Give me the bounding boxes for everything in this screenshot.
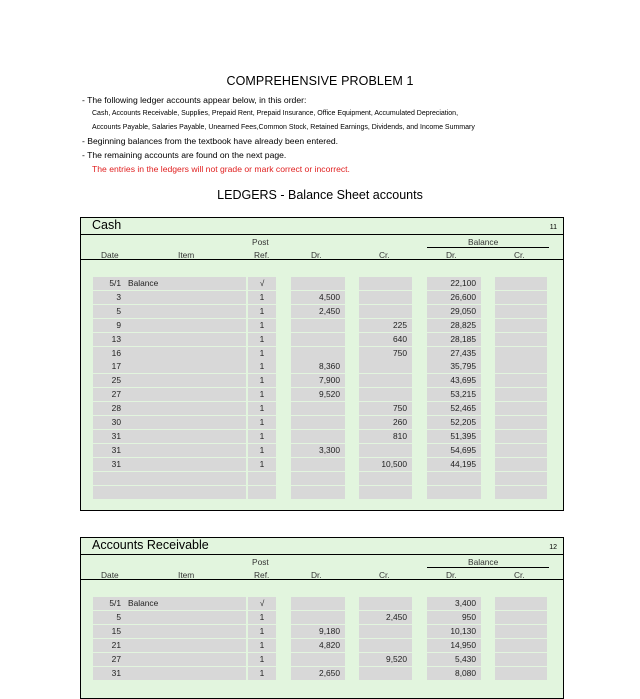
balance-credit-cell[interactable]	[495, 625, 547, 638]
balance-debit-cell[interactable]: 3,400	[427, 597, 481, 610]
credit-cell[interactable]	[359, 597, 412, 610]
ledger-header	[81, 218, 563, 235]
item-cell[interactable]	[126, 305, 246, 318]
balance-debit-cell[interactable]: 52,465	[427, 402, 481, 415]
debit-cell[interactable]	[291, 486, 345, 499]
date-cell[interactable]: 13	[93, 333, 126, 346]
debit-cell[interactable]: 8,360	[291, 360, 345, 373]
debit-cell[interactable]: 4,500	[291, 291, 345, 304]
account-name: Accounts Receivable	[92, 538, 209, 552]
ledger-header	[81, 538, 563, 555]
balance-debit-cell[interactable]: 28,185	[427, 333, 481, 346]
balance-debit-cell[interactable]: 52,205	[427, 416, 481, 429]
item-cell[interactable]	[126, 360, 246, 373]
credit-cell[interactable]	[359, 472, 412, 485]
date-header: Date	[101, 570, 119, 580]
credit-cell[interactable]	[359, 277, 412, 290]
balance-credit-cell[interactable]	[495, 444, 547, 457]
balance-credit-cell[interactable]	[495, 458, 547, 471]
credit-cell[interactable]	[359, 667, 412, 680]
date-cell[interactable]: 31	[93, 430, 126, 443]
balance-debit-cell[interactable]: 28,825	[427, 319, 481, 332]
balance-credit-cell[interactable]	[495, 472, 547, 485]
credit-cell[interactable]	[359, 305, 412, 318]
balance-debit-cell[interactable]: 14,950	[427, 639, 481, 652]
item-cell[interactable]	[126, 291, 246, 304]
cash-ledger	[80, 217, 564, 511]
date-cell[interactable]: 15	[93, 625, 126, 638]
page-title: COMPREHENSIVE PROBLEM 1	[226, 74, 414, 88]
item-cell[interactable]	[126, 458, 246, 471]
post-ref-cell[interactable]: √	[248, 277, 276, 290]
date-cell[interactable]: 31	[93, 444, 126, 457]
balance-debit-cell[interactable]: 51,395	[427, 430, 481, 443]
balance-credit-cell[interactable]	[495, 388, 547, 401]
credit-cell[interactable]	[359, 639, 412, 652]
balance-credit-cell[interactable]	[495, 639, 547, 652]
date-cell[interactable]: 27	[93, 653, 126, 666]
post-ref-cell[interactable]: 1	[248, 402, 276, 415]
date-cell[interactable]: 16	[93, 347, 126, 360]
balance-dr-header: Dr.	[446, 250, 457, 260]
balance-debit-cell[interactable]: 44,195	[427, 458, 481, 471]
debit-cell[interactable]: 9,180	[291, 625, 345, 638]
debit-cell[interactable]	[291, 653, 345, 666]
dr-header: Dr.	[311, 570, 322, 580]
date-cell[interactable]: 25	[93, 374, 126, 387]
item-cell[interactable]	[126, 444, 246, 457]
post-ref-cell[interactable]: 1	[248, 416, 276, 429]
debit-cell[interactable]	[291, 416, 345, 429]
credit-cell[interactable]: 810	[359, 430, 412, 443]
item-cell[interactable]	[126, 416, 246, 429]
post-ref-cell[interactable]: 1	[248, 333, 276, 346]
debit-cell[interactable]: 2,450	[291, 305, 345, 318]
date-cell[interactable]: 17	[93, 360, 126, 373]
instruction-line: - The following ledger accounts appear below, in this order:	[82, 95, 307, 105]
date-cell[interactable]: 21	[93, 639, 126, 652]
account-number: 12	[549, 544, 557, 551]
date-cell[interactable]: 5/1	[93, 597, 126, 610]
post-ref-cell[interactable]: 1	[248, 458, 276, 471]
ref-header: Ref.	[254, 570, 270, 580]
balance-credit-cell[interactable]	[495, 653, 547, 666]
debit-cell[interactable]	[291, 472, 345, 485]
balance-debit-cell[interactable]: 5,430	[427, 653, 481, 666]
cr-header: Cr.	[379, 250, 390, 260]
credit-cell[interactable]: 9,520	[359, 653, 412, 666]
post-ref-cell[interactable]	[248, 486, 276, 499]
post-ref-cell[interactable]: 1	[248, 444, 276, 457]
item-cell[interactable]: Balance	[126, 597, 246, 610]
dr-header: Dr.	[311, 250, 322, 260]
balance-credit-cell[interactable]	[495, 611, 547, 624]
item-cell[interactable]	[126, 430, 246, 443]
post-ref-cell[interactable]: 1	[248, 291, 276, 304]
post-ref-cell[interactable]	[248, 472, 276, 485]
item-cell[interactable]	[126, 625, 246, 638]
warning-note: The entries in the ledgers will not grade or mark correct or incorrect.	[92, 164, 350, 174]
date-cell[interactable]: 5	[93, 305, 126, 318]
date-cell[interactable]: 28	[93, 402, 126, 415]
credit-cell[interactable]	[359, 444, 412, 457]
balance-credit-cell[interactable]	[495, 291, 547, 304]
credit-cell[interactable]	[359, 625, 412, 638]
item-cell[interactable]	[126, 472, 246, 485]
item-cell[interactable]	[126, 486, 246, 499]
instruction-line: - Beginning balances from the textbook have already been entered.	[82, 136, 339, 146]
balance-debit-cell[interactable]: 8,080	[427, 667, 481, 680]
account-list-line: Cash, Accounts Receivable, Supplies, Prepaid Rent, Prepaid Insurance, Office Equipment, Accumulated Depreciation,	[92, 110, 459, 117]
date-cell[interactable]: 3	[93, 291, 126, 304]
balance-credit-cell[interactable]	[495, 416, 547, 429]
item-header: Item	[178, 570, 195, 580]
balance-credit-cell[interactable]	[495, 319, 547, 332]
balance-credit-cell[interactable]	[495, 305, 547, 318]
credit-cell[interactable]	[359, 486, 412, 499]
account-list-line: Accounts Payable, Salaries Payable, Unearned Fees,Common Stock, Retained Earnings, Dividends, and Income Summary	[92, 124, 475, 131]
post-ref-cell[interactable]: 1	[248, 611, 276, 624]
instruction-line: - The remaining accounts are found on the next page.	[82, 150, 287, 160]
debit-cell[interactable]	[291, 611, 345, 624]
debit-cell[interactable]	[291, 458, 345, 471]
debit-cell[interactable]	[291, 430, 345, 443]
balance-debit-cell[interactable]: 27,435	[427, 347, 481, 360]
credit-cell[interactable]: 750	[359, 347, 412, 360]
debit-cell[interactable]	[291, 347, 345, 360]
item-cell[interactable]	[126, 374, 246, 387]
date-cell[interactable]: 31	[93, 667, 126, 680]
debit-cell[interactable]	[291, 319, 345, 332]
balance-credit-cell[interactable]	[495, 277, 547, 290]
item-cell[interactable]	[126, 319, 246, 332]
date-cell[interactable]: 27	[93, 388, 126, 401]
credit-cell[interactable]: 640	[359, 333, 412, 346]
debit-cell[interactable]: 9,520	[291, 388, 345, 401]
debit-cell[interactable]	[291, 597, 345, 610]
balance-credit-cell[interactable]	[495, 360, 547, 373]
date-cell[interactable]: 9	[93, 319, 126, 332]
ref-header: Ref.	[254, 250, 270, 260]
credit-cell[interactable]: 225	[359, 319, 412, 332]
item-cell[interactable]	[126, 388, 246, 401]
column-headers	[81, 555, 563, 580]
balance-credit-cell[interactable]	[495, 374, 547, 387]
balance-cr-header: Cr.	[514, 250, 525, 260]
credit-cell[interactable]: 2,450	[359, 611, 412, 624]
balance-credit-cell[interactable]	[495, 402, 547, 415]
balance-cr-header: Cr.	[514, 570, 525, 580]
item-cell[interactable]	[126, 667, 246, 680]
balance-debit-cell[interactable]: 53,215	[427, 388, 481, 401]
debit-cell[interactable]	[291, 277, 345, 290]
item-cell[interactable]	[126, 639, 246, 652]
item-cell[interactable]	[126, 347, 246, 360]
credit-cell[interactable]: 10,500	[359, 458, 412, 471]
cr-header: Cr.	[379, 570, 390, 580]
balance-debit-cell[interactable]: 29,050	[427, 305, 481, 318]
date-cell[interactable]	[93, 472, 126, 485]
date-cell[interactable]: 30	[93, 416, 126, 429]
accounts-receivable-ledger	[80, 537, 564, 699]
balance-credit-cell[interactable]	[495, 430, 547, 443]
date-cell[interactable]	[93, 486, 126, 499]
date-cell[interactable]: 31	[93, 458, 126, 471]
date-header: Date	[101, 250, 119, 260]
credit-cell[interactable]	[359, 291, 412, 304]
balance-credit-cell[interactable]	[495, 667, 547, 680]
post-ref-cell[interactable]: 1	[248, 625, 276, 638]
account-number: 11	[549, 224, 557, 231]
post-ref-cell[interactable]: √	[248, 597, 276, 610]
post-ref-cell[interactable]: 1	[248, 667, 276, 680]
post-ref-cell[interactable]: 1	[248, 430, 276, 443]
credit-cell[interactable]: 750	[359, 402, 412, 415]
credit-cell[interactable]	[359, 388, 412, 401]
date-cell[interactable]: 5	[93, 611, 126, 624]
debit-cell[interactable]: 3,300	[291, 444, 345, 457]
post-header: Post	[252, 557, 269, 567]
balance-header: Balance	[468, 237, 499, 247]
item-cell[interactable]	[126, 402, 246, 415]
debit-cell[interactable]	[291, 333, 345, 346]
credit-cell[interactable]	[359, 360, 412, 373]
item-cell[interactable]	[126, 653, 246, 666]
balance-credit-cell[interactable]	[495, 597, 547, 610]
balance-debit-cell[interactable]: 22,100	[427, 277, 481, 290]
balance-debit-cell[interactable]: 43,695	[427, 374, 481, 387]
post-ref-cell[interactable]: 1	[248, 319, 276, 332]
post-ref-cell[interactable]: 1	[248, 305, 276, 318]
post-ref-cell[interactable]: 1	[248, 347, 276, 360]
credit-cell[interactable]: 260	[359, 416, 412, 429]
section-subtitle: LEDGERS - Balance Sheet accounts	[217, 188, 423, 202]
balance-credit-cell[interactable]	[495, 347, 547, 360]
item-cell[interactable]	[126, 333, 246, 346]
debit-cell[interactable]: 2,650	[291, 667, 345, 680]
balance-credit-cell[interactable]	[495, 486, 547, 499]
date-cell[interactable]: 5/1	[93, 277, 126, 290]
item-cell[interactable]	[126, 611, 246, 624]
post-ref-cell[interactable]: 1	[248, 639, 276, 652]
balance-debit-cell[interactable]: 54,695	[427, 444, 481, 457]
post-ref-cell[interactable]: 1	[248, 374, 276, 387]
balance-debit-cell[interactable]: 26,600	[427, 291, 481, 304]
debit-cell[interactable]: 4,820	[291, 639, 345, 652]
balance-debit-cell[interactable]: 950	[427, 611, 481, 624]
debit-cell[interactable]	[291, 402, 345, 415]
post-ref-cell[interactable]: 1	[248, 388, 276, 401]
balance-dr-header: Dr.	[446, 570, 457, 580]
credit-cell[interactable]	[359, 374, 412, 387]
column-headers	[81, 235, 563, 260]
balance-credit-cell[interactable]	[495, 333, 547, 346]
balance-header: Balance	[468, 557, 499, 567]
post-ref-cell[interactable]: 1	[248, 653, 276, 666]
balance-debit-cell[interactable]: 35,795	[427, 360, 481, 373]
balance-debit-cell[interactable]	[427, 486, 481, 499]
debit-cell[interactable]: 7,900	[291, 374, 345, 387]
post-header: Post	[252, 237, 269, 247]
item-cell[interactable]: Balance	[126, 277, 246, 290]
item-header: Item	[178, 250, 195, 260]
balance-debit-cell[interactable]	[427, 472, 481, 485]
account-name: Cash	[92, 218, 122, 232]
balance-debit-cell[interactable]: 10,130	[427, 625, 481, 638]
post-ref-cell[interactable]: 1	[248, 360, 276, 373]
